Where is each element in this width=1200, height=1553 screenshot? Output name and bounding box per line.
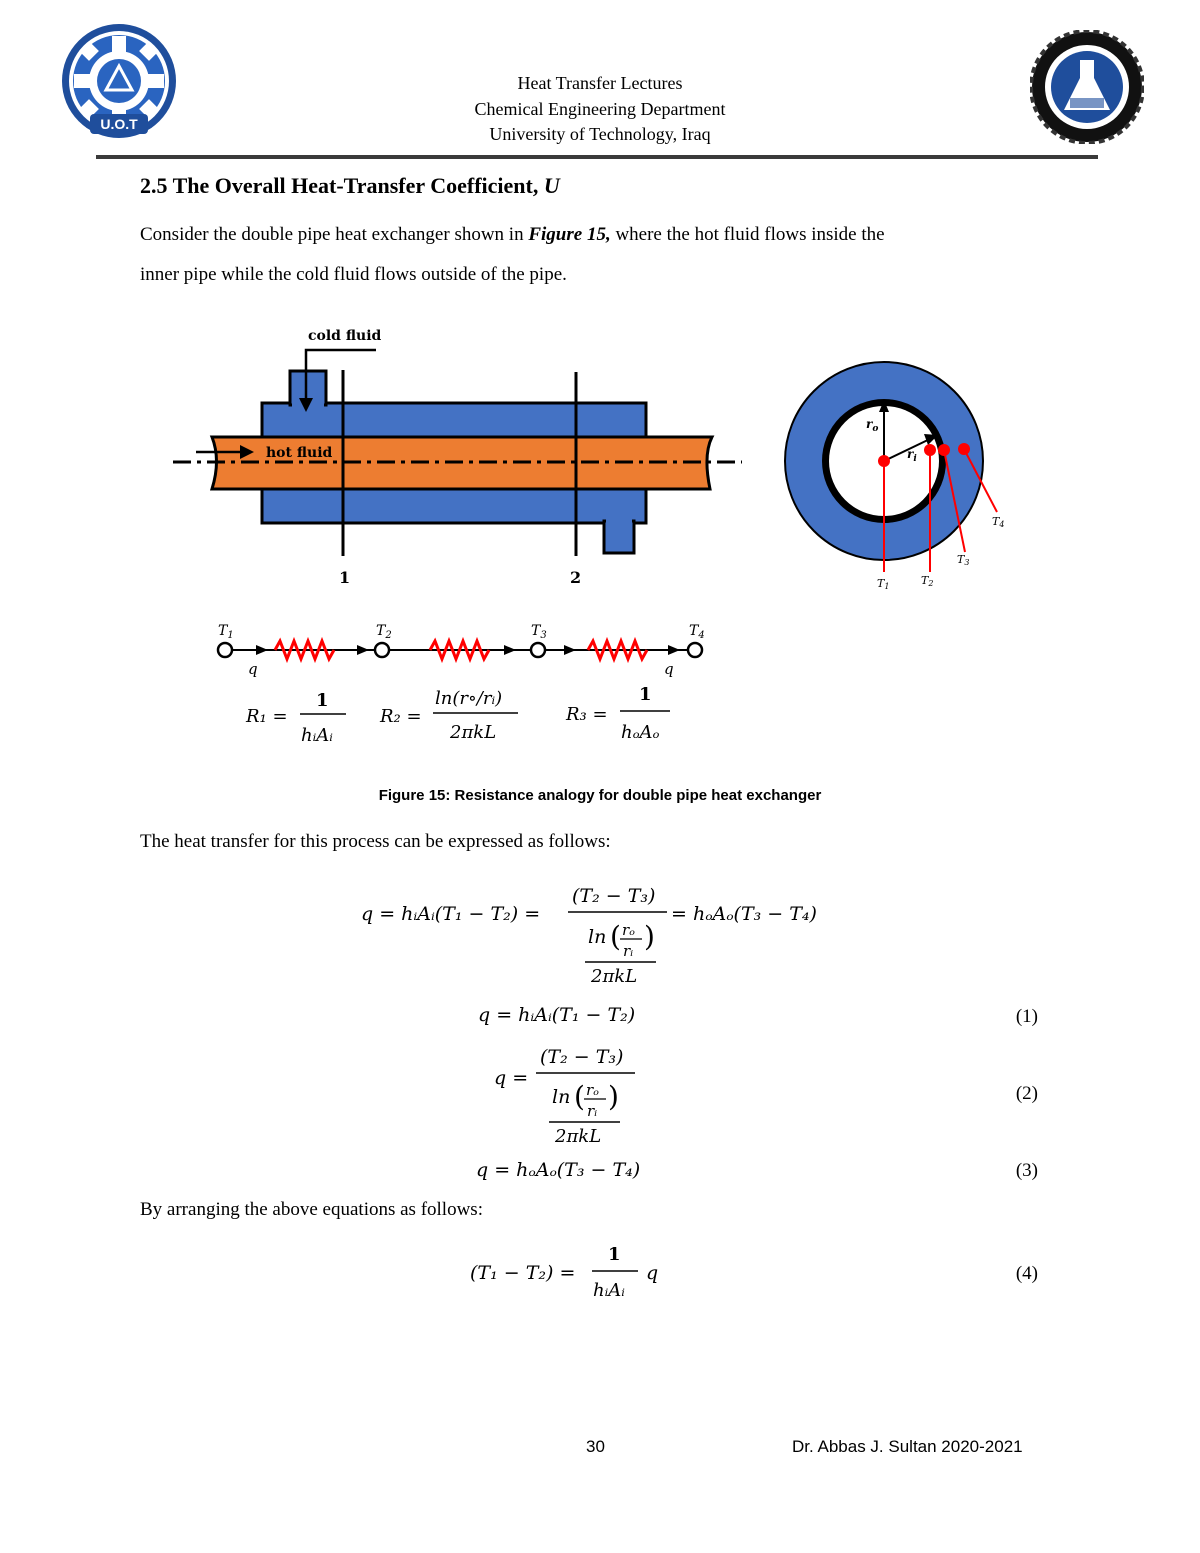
net-t1-label: $T_1$ [218,623,234,641]
svg-text:rₒ: rₒ [586,1081,599,1099]
r1-lhs: R₁ = [246,706,288,727]
r3-num: 1 [639,684,652,705]
cs-t3-label: T3 [957,553,970,567]
section-title-text: 2.5 The Overall Heat-Transfer Coefficient, [140,173,539,198]
logo-left-text: U.O.T [100,116,138,132]
svg-text:hᵢAᵢ: hᵢAᵢ [593,1280,625,1301]
section-symbol: U [543,173,560,198]
svg-text:(T₂ − T₃): (T₂ − T₃) [540,1046,624,1068]
header-title: Heat Transfer Lectures [517,73,683,93]
r3-lhs: R₃ = [566,704,608,725]
r1-den: hᵢAᵢ [301,725,333,746]
equation-2-number: (2) [1015,1083,1038,1104]
t1-marker [878,455,890,467]
svg-text:ln: ln [552,1086,571,1108]
figure-reference: Figure 15, [528,224,611,245]
header-department: Chemical Engineering Department [474,99,726,119]
equation-main [340,872,860,992]
equation-4 [460,1240,680,1310]
svg-text:(T₁ − T₂) =: (T₁ − T₂) = [470,1262,576,1284]
footer-author: Dr. Abbas J. Sultan 2020-2021 [792,1437,1023,1456]
r3-den: hₒAₒ [621,722,660,743]
cs-t1-label: T1 [877,577,890,591]
r2-num: ln(r∘/rᵢ) [435,688,503,709]
section-label-2: 2 [570,568,582,587]
svg-text:rₒ: rₒ [622,921,635,939]
svg-text:q: q [646,1262,659,1284]
net-t2-label: $T_2$ [376,623,392,641]
node-t2 [375,643,389,657]
node-t3 [531,643,545,657]
equation-2 [480,1040,660,1150]
resistor-r3 [588,641,647,659]
svg-text:ln: ln [588,926,607,948]
intro-text-a: Consider the double pipe heat exchanger shown in [140,224,529,245]
body-text-1: The heat transfer for this process can be expressed as follows: [140,831,611,852]
svg-text:(: ( [610,920,621,953]
svg-text:2πkL: 2πkL [555,1126,602,1147]
cs-t2-label: T2 [921,574,934,588]
svg-text:rᵢ: rᵢ [623,942,634,960]
q-out-label: q [664,660,674,678]
section-label-1: 1 [339,568,351,587]
equation-1: q = hᵢAᵢ(T₁ − T₂) [478,1004,636,1026]
svg-text:q =: q = [494,1067,529,1089]
heat-exchanger-figure [0,310,1200,785]
ro-label: $r_o$ [866,417,879,434]
svg-text:): ) [608,1080,619,1113]
svg-text:): ) [644,920,655,953]
header-university: University of Technology, Iraq [489,124,711,144]
cold-fluid-label: cold fluid [308,328,382,344]
t3-marker [938,444,950,456]
svg-text:(T₂ − T₃): (T₂ − T₃) [572,885,656,907]
resistor-r2 [430,641,489,659]
svg-text:rᵢ: rᵢ [587,1102,598,1120]
page-number: 30 [586,1437,605,1456]
hot-fluid-label: hot fluid [266,445,333,461]
net-t4-label: $T_4$ [689,623,705,641]
section-title [140,173,560,199]
header-rule [96,155,1098,159]
r2-lhs: R₂ = [380,706,422,727]
svg-text:2πkL: 2πkL [591,966,638,987]
cs-t4-label: T4 [992,515,1005,529]
r2-den: 2πkL [450,722,497,743]
ri-label: $r_i$ [907,447,917,464]
svg-text:1: 1 [608,1244,621,1265]
svg-text:q = hᵢAᵢ(T₁ − T₂) =: q = hᵢAᵢ(T₁ − T₂) = [361,903,541,925]
resistor-r1 [275,641,334,659]
intro-line-2: inner pipe while the cold fluid flows outside of the pipe. [140,264,567,285]
equation-3: q = hₒAₒ(T₃ − T₄) [476,1159,641,1181]
intro-line-1 [140,224,885,246]
t2-marker [924,444,936,456]
equation-3-number: (3) [1015,1160,1038,1181]
r1-num: 1 [316,690,329,711]
node-t1 [218,643,232,657]
q-in-label: q [248,660,258,678]
equation-1-number: (1) [1015,1006,1038,1027]
net-t3-label: $T_3$ [531,623,547,641]
svg-text:= hₒAₒ(T₃ − T₄): = hₒAₒ(T₃ − T₄) [671,903,817,925]
t4-marker [958,443,970,455]
svg-text:(: ( [574,1080,585,1113]
equation-4-number: (4) [1015,1263,1038,1284]
figure-caption: Figure 15: Resistance analogy for double pipe heat exchanger [378,787,822,804]
node-t4 [688,643,702,657]
intro-text-b: where the hot fluid flows inside the [610,224,885,245]
body-text-2: By arranging the above equations as follows: [140,1199,483,1220]
